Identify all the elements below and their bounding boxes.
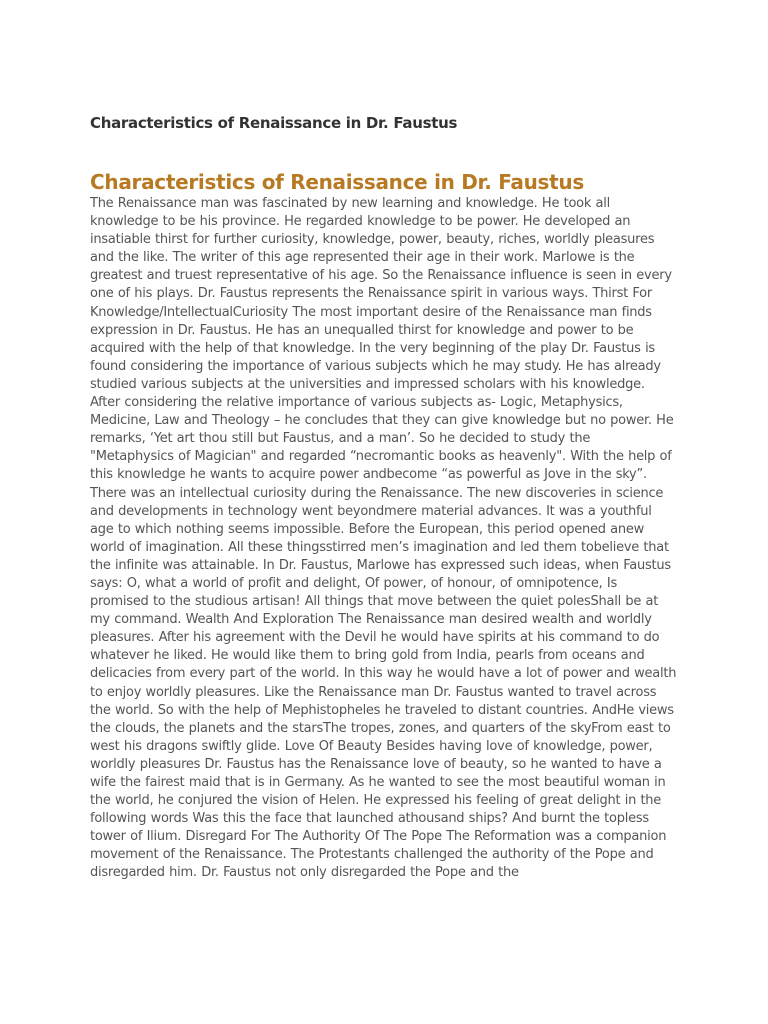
document-title: Characteristics of Renaissance in Dr. Faustus	[90, 114, 458, 132]
document-page	[90, 112, 690, 881]
post-title: Characteristics of Renaissance in Dr. Faustus	[90, 170, 584, 194]
post-body-text: The Renaissance man was fascinated by new learning and knowledge. He took all knowledge to be his province. He regarded knowledge to be power. He developed an insatiable thirst for further curiosity, knowledge, power, beauty, riches, worldly pleasures and the like. The writer of this age represented their age in their work. Marlowe is the greatest and truest representative of his age. So the Renaissance influence is seen in every one of his plays. Dr. Faustus represents the Renaissance spirit in various ways. Thirst For Knowledge/IntellectualCuriosity The most important desire of the Renaissance man finds expression in Dr. Faustus. He has an unequalled thirst for knowledge and power to be acquired with the help of that knowledge. In the very beginning of the play Dr. Faustus is found considering the importance of various subjects which he may study. He has already studied various subjects at the universities and impressed scholars with his knowledge. After considering the relative importance of various subjects as- Logic, Metaphysics, Medicine, Law and Theology – he concludes that they can give knowledge but no power. He remarks, ‘Yet art thou still but Faustus, and a man’. So he decided to study the "Metaphysics of Magician" and regarded “necromantic books as heavenly". With the help of this knowledge he wants to acquire power andbecome “as powerful as Jove in the sky”. There was an intellectual curiosity during the Renaissance. The new discoveries in science and developments in technology went beyondmere material advances. It was a youthful age to which nothing seems impossible. Before the European, this period opened anew world of imagination. All these thingsstirred men’s imagination and led them tobelieve that the infinite was attainable. In Dr. Faustus, Marlowe has expressed such ideas, when Faustus says: O, what a world of profit and delight, Of power, of honour, of omnipotence, Is promised to the studious artisan! All things that move between the quiet polesShall be at my command. Wealth And Exploration The Renaissance man desired wealth and worldly pleasures. After his agreement with the Devil he would have spirits at his command to do whatever he liked. He would like them to bring gold from India, pearls from oceans and delicacies from every part of the world. In this way he would have a lot of power and wealth to enjoy worldly pleasures. Like the Renaissance man Dr. Faustus wanted to travel across the world. So with the help of Mephistopheles he traveled to distant countries. AndHe views the clouds, the planets and the starsThe tropes, zones, and quarters of the skyFrom east to west his dragons swiftly glide. Love Of Beauty Besides having love of knowledge, power, worldly pleasures Dr. Faustus has the Renaissance love of beauty, so he wanted to have a wife the fairest maid that is in Germany. As he wanted to see the most beautiful woman in the world, he conjured the vision of Helen. He expressed his feeling of great delight in the following words Was this the face that launched athousand ships? And burnt the topless tower of Ilium. Disregard For The Authority Of The Pope The Reformation was a companion movement of the Renaissance. The Protestants challenged the authority of the Pope and disregarded him. Dr. Faustus not only disregarded the Pope and the	[90, 196, 677, 881]
